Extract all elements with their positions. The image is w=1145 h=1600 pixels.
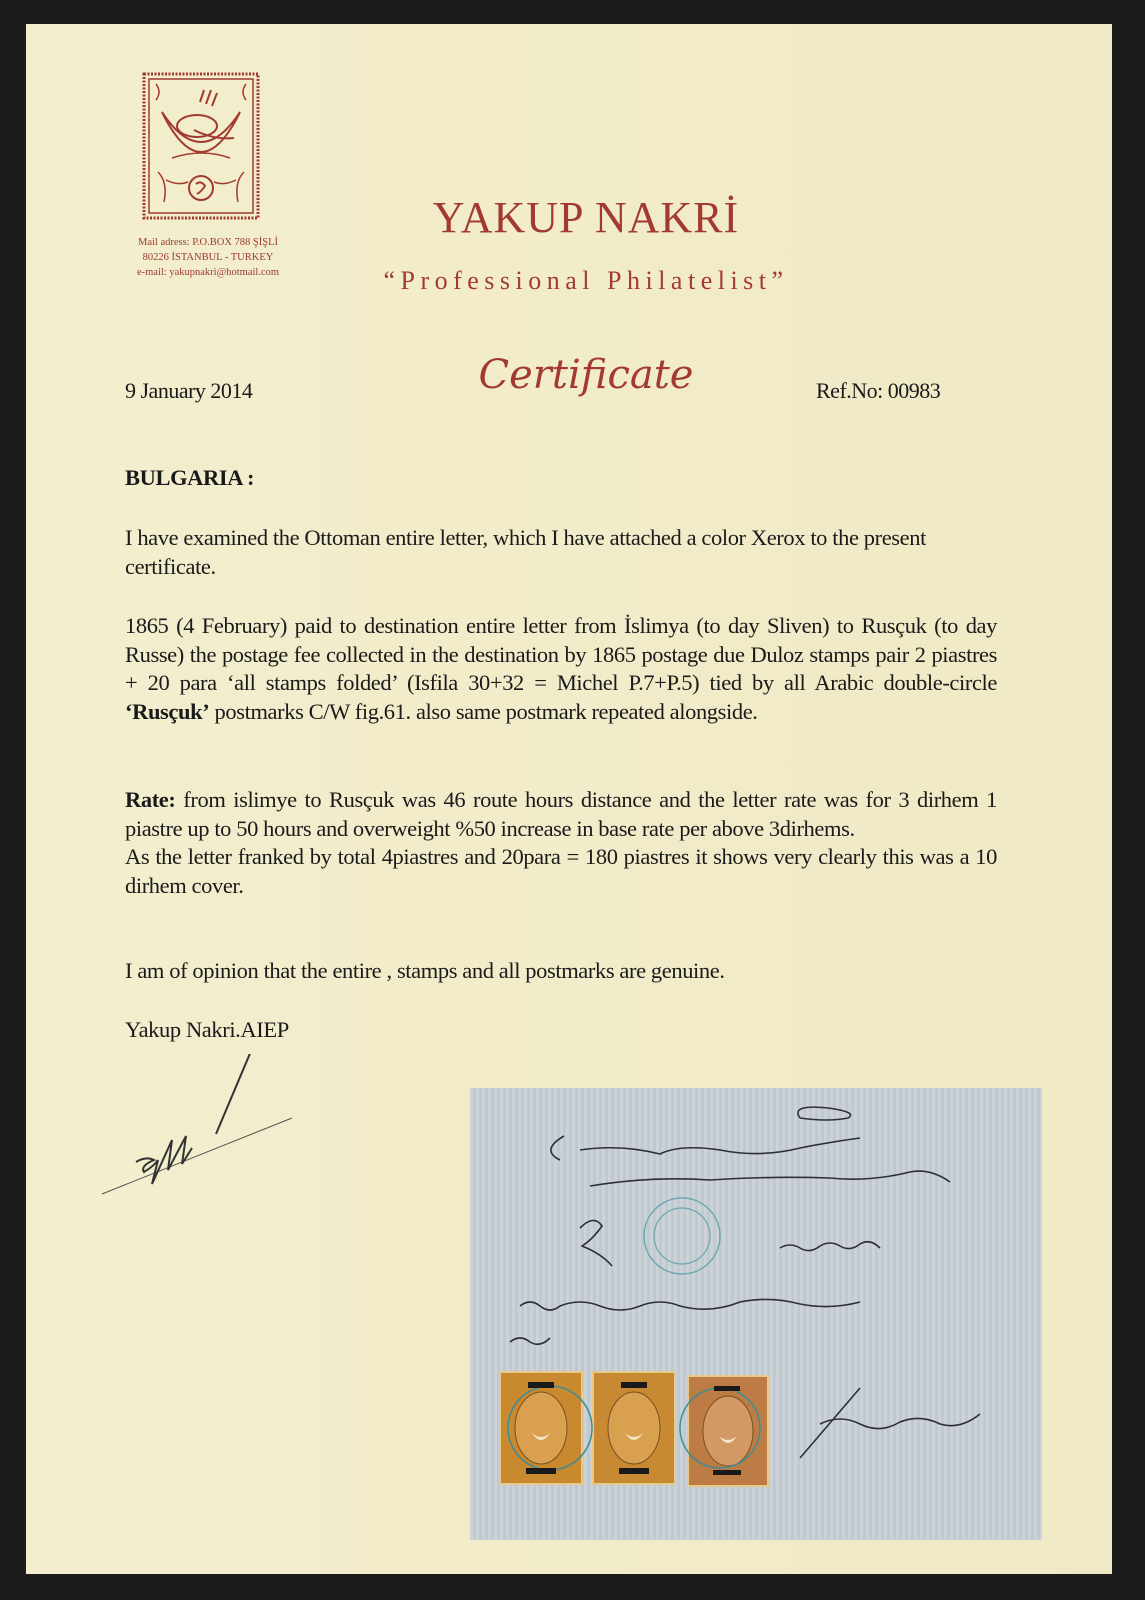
ottoman-stamp-logo xyxy=(142,72,260,220)
cover-letter-image xyxy=(470,1088,1042,1540)
paragraph-opinion: I am of opinion that the entire , stamps and all postmarks are genuine. xyxy=(125,958,725,983)
description-text-end: postmarks C/W fig.61. also same postmark repeated alongside. xyxy=(209,698,758,724)
paragraph-rate xyxy=(125,786,997,900)
address-line: Mail adress: P.O.BOX 788 ŞİŞLİ xyxy=(137,237,278,248)
certificate-title: Certificate xyxy=(478,352,694,398)
brand-name: YAKUP NAKRİ xyxy=(432,193,740,242)
rate-conclusion: As the letter franked by total 4piastres and 20para = 180 piastres it shows very clearly this was a 10 dirhem cover. xyxy=(125,844,997,898)
certificate-date: 9 January 2014 xyxy=(125,378,253,403)
postmark-name: ‘Rusçuk’ xyxy=(125,698,210,724)
country-heading: BULGARIA : xyxy=(125,465,255,490)
email-line: e-mail: yakupnakri@hotmail.com xyxy=(136,267,280,278)
description-text: 1865 (4 February) paid to destination entire letter from İslimya (to day Sliven) to Rusçuk (to day Russe) the postage fee collected in the destination by 1865 postage due Duloz stamps pair 2 piastres + 20 para ‘all stamps folded’ (Isfila 30+32 = Michel P.7+P.5) tied by all Arabic double-circle xyxy=(125,613,997,695)
paragraph-description xyxy=(125,612,997,726)
mail-address xyxy=(108,235,308,280)
brand-tagline: “Professional Philatelist” xyxy=(383,266,789,295)
reference-number: Ref.No: 00983 xyxy=(816,378,941,403)
rate-label: Rate: xyxy=(125,787,176,812)
postage-stamps xyxy=(500,1372,768,1486)
paragraph-examined: I have examined the Ottoman entire letter, which I have attached a color Xerox to the present certificate. xyxy=(125,525,926,579)
rate-text: from islimye to Rusçuk was 46 route hours distance and the letter rate was for 3 dirhem 1 piastre up to 50 hours and overweight %50 increase in base rate per above 3dirhems. xyxy=(125,787,997,841)
brand-header xyxy=(316,192,856,296)
certificate-paper xyxy=(26,24,1112,1574)
cover-letter-drawing xyxy=(470,1088,1042,1540)
signer-name: Yakup Nakri.AIEP xyxy=(125,1017,289,1042)
address-line: 80226 İSTANBUL - TURKEY xyxy=(142,252,274,263)
handwritten-signature xyxy=(96,1054,326,1224)
